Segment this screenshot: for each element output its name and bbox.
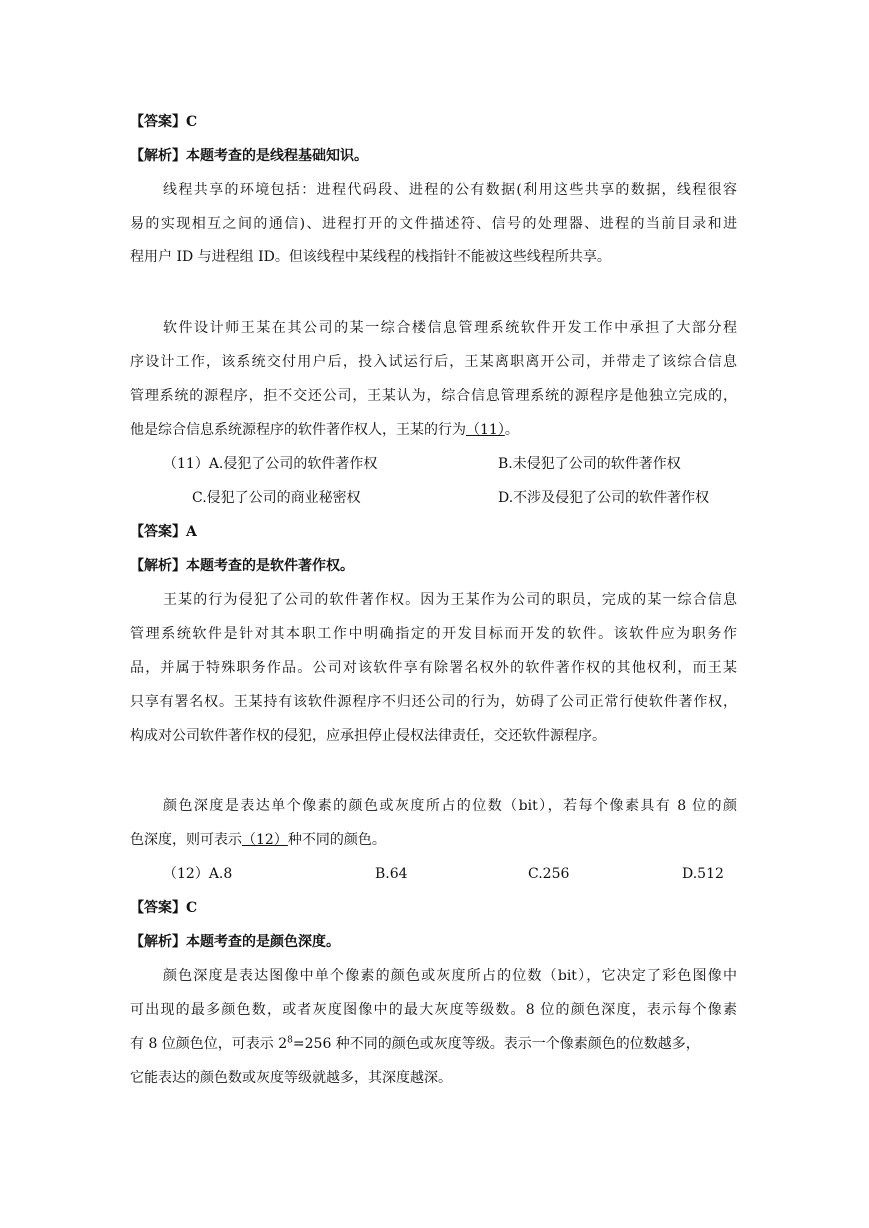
- stem-text: 色深度，则可表示: [130, 832, 242, 848]
- analysis-heading: 【解析】本题考查的是线程基础知识。: [130, 148, 368, 164]
- answer-blank: （11）: [466, 422, 505, 438]
- option-a: （12）A.8: [163, 866, 233, 882]
- stem-text: 他是综合信息系统源程序的软件著作权人，王某的行为: [130, 422, 466, 438]
- stem-text: 。: [504, 422, 519, 438]
- question-stem-last-line: [130, 830, 386, 850]
- option-d: D.不涉及侵犯了公司的软件著作权: [498, 490, 710, 506]
- explanation-line: 颜色深度是表达图像中单个像素的颜色或灰度所占的位数（bit），它决定了彩色图像中: [163, 968, 737, 984]
- option-b: B.64: [375, 866, 408, 882]
- stem-text: 种不同的颜色。: [287, 832, 386, 848]
- question-stem-last-line: [130, 420, 519, 440]
- explanation-line: 可出现的最多颜色数，或者灰度图像中的最大灰度等级数。8 位的颜色深度，表示每个像素: [130, 1002, 737, 1018]
- option-c: C.侵犯了公司的商业秘密权: [192, 490, 361, 506]
- question-stem-line: 颜色深度是表达单个像素的颜色或灰度所占的位数（bit），若每个像素具有 8 位的颜: [163, 798, 737, 814]
- analysis-heading: 【解析】本题考查的是颜色深度。: [130, 934, 340, 950]
- option-b: B.未侵犯了公司的软件著作权: [498, 456, 681, 472]
- explanation-line: 品，并属于特殊职务作品。公司对该软件享有除署名权外的软件著作权的其他权利，而王某: [130, 660, 737, 676]
- option-c: C.256: [528, 866, 570, 882]
- explanation-line: 它能表达的颜色数或灰度等级就越多，其深度越深。: [130, 1070, 452, 1086]
- explanation-line: 只享有署名权。王某持有该软件源程序不归还公司的行为，妨碍了公司正常行使软件著作权，: [130, 694, 737, 710]
- option-a: （11）A.侵犯了公司的软件著作权: [163, 456, 378, 472]
- explanation-line: 程用户 ID 与进程组 ID。但该线程中某线程的栈指针不能被这些线程所共享。: [130, 249, 611, 265]
- explanation-line: 王某的行为侵犯了公司的软件著作权。因为王某作为公司的职员，完成的某一综合信息: [163, 592, 737, 608]
- explanation-line: 构成对公司软件著作权的侵犯，应承担停止侵权法律责任，交还软件源程序。: [130, 728, 606, 744]
- question-stem-line: 软件设计师王某在其公司的某一综合楼信息管理系统软件开发工作中承担了大部分程: [163, 320, 737, 336]
- answer-label: 【答案】A: [130, 524, 197, 540]
- explanation-line: 线程共享的环境包括：进程代码段、进程的公有数据(利用这些共享的数据，线程很容: [163, 182, 737, 198]
- answer-label: 【答案】C: [130, 114, 198, 130]
- explanation-text: =256 种不同的颜色或灰度等级。表示一个像素颜色的位数越多，: [292, 1036, 700, 1052]
- explanation-line: [130, 1034, 700, 1054]
- exponent: 8: [287, 1035, 293, 1046]
- question-stem-line: 管理系统的源程序，拒不交还公司，王某认为，综合信息管理系统的源程序是他独立完成的，: [130, 388, 737, 404]
- question-stem-line: 序设计工作，该系统交付用户后，投入试运行后，王某离职离开公司，并带走了该综合信息: [130, 354, 737, 370]
- explanation-line: 易的实现相互之间的通信)、进程打开的文件描述符、信号的处理器、进程的当前目录和进: [130, 216, 737, 232]
- explanation-text: 有 8 位颜色位，可表示 2: [130, 1036, 288, 1052]
- option-d: D.512: [682, 866, 724, 882]
- answer-label: 【答案】C: [130, 900, 198, 916]
- explanation-line: 管理系统软件是针对其本职工作中明确指定的开发目标而开发的软件。该软件应为职务作: [130, 626, 737, 642]
- answer-blank: （12）: [242, 832, 288, 848]
- analysis-heading: 【解析】本题考查的是软件著作权。: [130, 558, 354, 574]
